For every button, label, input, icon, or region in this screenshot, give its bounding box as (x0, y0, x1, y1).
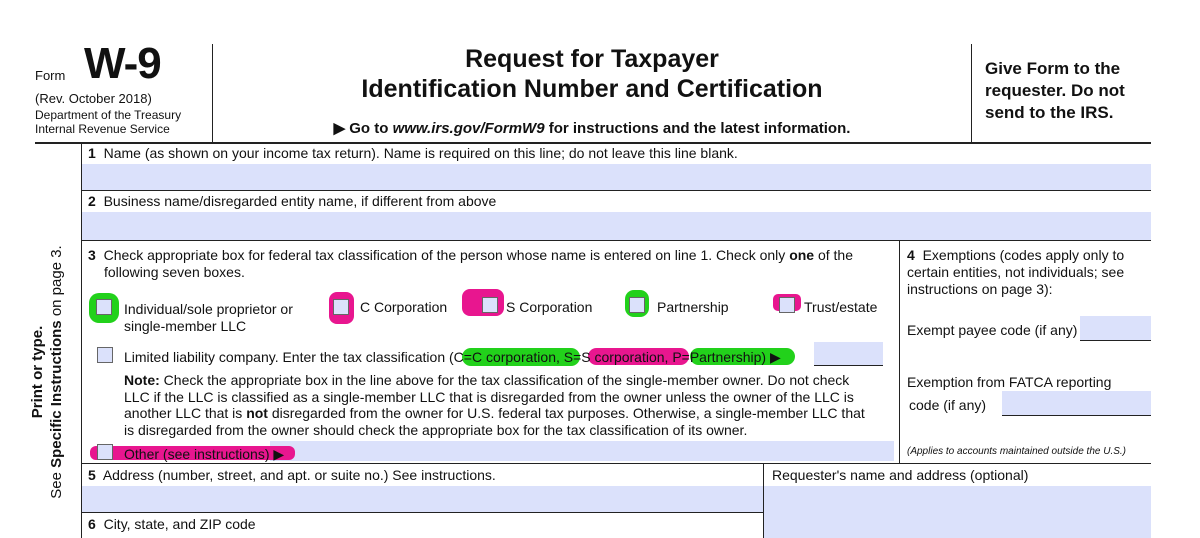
requester-label: Requester's name and address (optional) (772, 467, 1029, 483)
individual-label: Individual/sole proprietor or single-member LLC (124, 301, 293, 334)
form-id: W-9 (84, 39, 161, 88)
form-title-line2: Identification Number and Certification (361, 75, 823, 103)
llc-label: Limited liability company. Enter the tax classification (C=C corporation, S=S corporation, P=Partnership) ▶ (124, 349, 781, 365)
llc-checkbox[interactable] (97, 347, 113, 363)
exempt-payee-input[interactable] (1080, 316, 1151, 341)
fatca-applies-note: (Applies to accounts maintained outside the U.S.) (907, 446, 1127, 457)
header-divider-right (971, 44, 972, 142)
line3-label-cont: following seven boxes. (104, 264, 245, 280)
revision-date: (Rev. October 2018) (35, 91, 152, 106)
give-form-notice (985, 58, 1125, 124)
partnership-label: Partnership (657, 299, 729, 315)
s-corporation-checkbox[interactable] (482, 297, 498, 313)
s-corporation-label: S Corporation (506, 299, 593, 315)
c-corporation-checkbox[interactable] (333, 299, 349, 315)
line2-rule (82, 240, 1151, 241)
irs-url[interactable]: www.irs.gov/FormW9 (392, 120, 545, 137)
line5-rule (82, 512, 763, 513)
other-label: Other (see instructions) ▶ (124, 446, 285, 462)
llc-note-line2: LLC if the LLC is classified as a single-member LLC that is disregarded from the owner unless the owner of the LLC is (124, 389, 854, 405)
goto-prefix: ▶ Go to (333, 120, 393, 137)
line4-rule (82, 463, 1151, 464)
individual-checkbox[interactable] (96, 299, 112, 315)
agency: Internal Revenue Service (35, 122, 170, 136)
line1-rule (82, 190, 1151, 191)
instructions-link-line (213, 119, 971, 137)
fatca-label-1: Exemption from FATCA reporting (907, 374, 1112, 390)
fatca-label-2: code (if any) (909, 397, 987, 413)
business-name-input[interactable] (82, 212, 1151, 240)
llc-note-line4: is disregarded from the owner should check the appropriate box for the tax classification of its owner. (124, 422, 748, 438)
other-classification-input[interactable] (270, 441, 894, 461)
give-line3: send to the IRS. (985, 103, 1114, 122)
form-word: Form (35, 68, 66, 83)
llc-classification-input[interactable] (814, 342, 883, 366)
line3-label: 3 Check appropriate box for federal tax classification of the person whose name is entered on line 1. Check only one of the (88, 247, 853, 263)
address-input[interactable] (82, 486, 763, 512)
llc-note: Note: Check the appropriate box in the line above for the tax classification of the single-member owner. Do not check (124, 372, 850, 388)
trust-estate-label: Trust/estate (804, 299, 878, 315)
trust-estate-checkbox[interactable] (779, 297, 795, 313)
give-line1: Give Form to the (985, 59, 1121, 78)
fields-left-border (81, 143, 82, 538)
side-print-or-type: Print or type. (29, 325, 46, 419)
other-checkbox[interactable] (97, 444, 113, 460)
c-corporation-label: C Corporation (360, 299, 448, 315)
line6-label: 6 City, state, and ZIP code (88, 516, 256, 532)
side-see-instructions: See Specific Instructions on page 3. (48, 245, 65, 499)
line4-label: 4 Exemptions (codes apply only to certain entities, not individuals; see instructions on page 3): (907, 247, 1125, 297)
goto-suffix: for instructions and the latest information. (544, 120, 851, 137)
header-bottom-rule (35, 142, 1151, 144)
fatca-code-input[interactable] (1002, 391, 1151, 416)
give-line2: requester. Do not (985, 81, 1125, 100)
exempt-payee-label: Exempt payee code (if any) (907, 322, 1078, 338)
department: Department of the Treasury (35, 108, 182, 122)
partnership-checkbox[interactable] (629, 297, 645, 313)
line5-label: 5 Address (number, street, and apt. or suite no.) See instructions. (88, 467, 496, 483)
requester-input[interactable] (764, 486, 1151, 538)
name-input[interactable] (82, 164, 1151, 190)
side-instructions (28, 227, 66, 517)
llc-note-line3: another LLC that is not disregarded from the owner for U.S. federal tax purposes. Otherwise, a single-member LLC that (124, 405, 865, 421)
form-title-line1: Request for Taxpayer (465, 45, 719, 73)
line3-line4-divider (899, 241, 900, 463)
line2-label: 2 Business name/disregarded entity name, if different from above (88, 193, 497, 209)
line1-label: 1 Name (as shown on your income tax return). Name is required on this line; do not leave this line blank. (88, 145, 738, 161)
